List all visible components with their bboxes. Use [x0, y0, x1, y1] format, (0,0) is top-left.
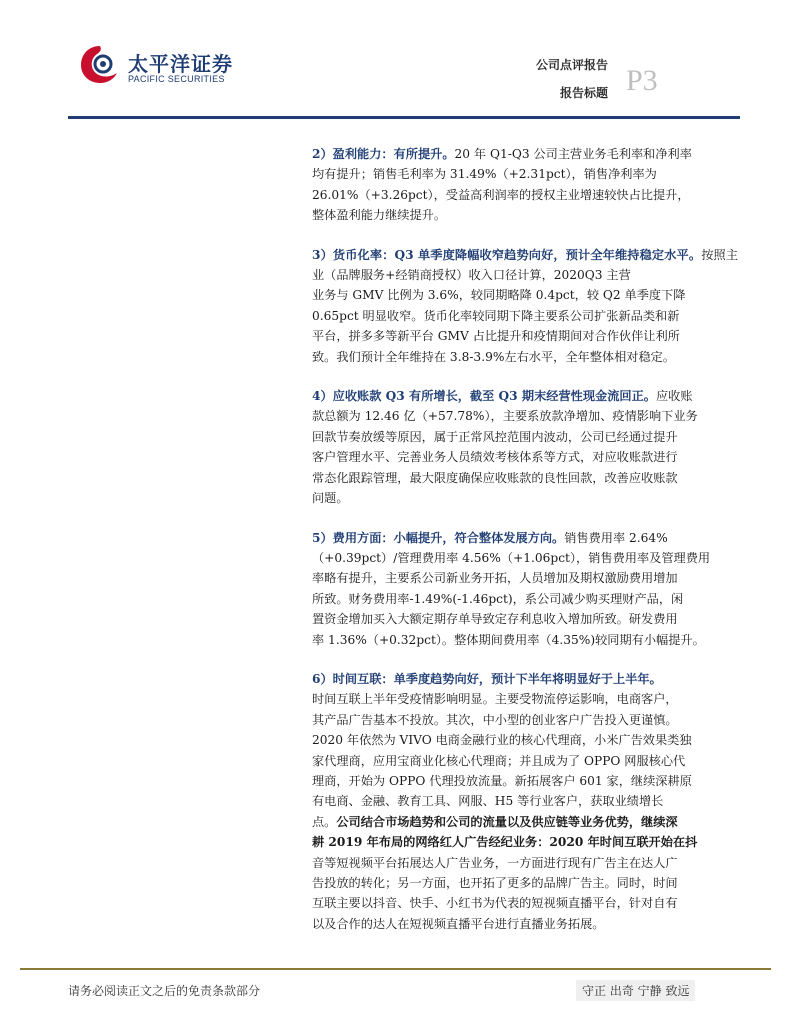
- report-body: [312, 144, 738, 953]
- logo-name-cn: 太平洋证券: [128, 52, 233, 76]
- section-text-line: 以及合作的达人在短视频直播平台进行直播业务拓展。: [312, 916, 605, 931]
- section-text-line: 回款节奏放缓等原因，属于正常风控范围内波动，公司已经通过提升: [312, 429, 678, 444]
- section-text-line: 致。我们预计全年维持在 3.8-3.9%左右水平，全年整体相对稳定。: [312, 349, 676, 364]
- section-text-line: 率 1.36%（+0.32pct）。整体期间费用率（4.35%)较同期有小幅提升。: [312, 632, 705, 647]
- section-text-line: 26.01%（+3.26pct），受益高利润率的授权主业增速较快占比提升，: [312, 187, 690, 202]
- section-text-line: 家代理商，应用宝商业化核心代理商；并且成为了 OPPO 网服核心代: [312, 753, 686, 768]
- footer-disclaimer: 请务必阅读正文之后的免责条款部分: [68, 984, 261, 998]
- section-text-emphasis: 耕 2019 年布局的网络红人广告经纪业务：2020 年时间互联开始在抖: [312, 835, 698, 850]
- section-receivables: [312, 386, 738, 508]
- section-text-line: 销售费用率 2.64%: [564, 530, 668, 545]
- page-number: P3: [626, 64, 658, 97]
- section-text-line: 平台，拼多多等新平台 GMV 占比提升和疫情期间对合作伙伴让利所: [312, 329, 680, 344]
- section-text-line: 互联主要以抖音、快手、小红书为代表的短视频直播平台，针对自有: [312, 896, 678, 911]
- section-text-line: 应收账: [655, 389, 693, 404]
- section-text-line: 点。: [312, 814, 337, 829]
- header-rule: [68, 116, 740, 119]
- section-heading: 4）应收账款 Q3 有所增长，截至 Q3 期末经营性现金流回正。: [312, 389, 656, 404]
- section-heading: 6）时间互联：单季度趋势向好，预计下半年将明显好于上半年。: [312, 671, 662, 686]
- footer-motto: 守正 出奇 宁静 致远: [576, 980, 695, 1001]
- section-expenses: [312, 528, 738, 650]
- pacific-securities-logo-icon: [78, 42, 122, 86]
- section-monetization: [312, 245, 738, 367]
- section-heading: 5）费用方面：小幅提升，符合整体发展方向。: [312, 530, 565, 545]
- section-heading: 2）盈利能力：有所提升。: [312, 147, 455, 161]
- section-text-line: 问题。: [312, 491, 349, 506]
- section-text-line: 率略有提升，主要系公司新业务开拓，人员增加及期权激励费用增加: [312, 571, 678, 586]
- section-text-line: 业务与 GMV 比例为 3.6%，较同期略降 0.4pct，较 Q2 单季度下降: [312, 288, 686, 303]
- section-text-line: 20 年 Q1-Q3 公司主营业务毛利率和净利率: [454, 147, 692, 161]
- section-text-line: 均有提升；销售毛利率为 31.49%（+2.31pct），销售净利率为: [312, 167, 657, 182]
- section-text-line: 0.65pct 明显收窄。货币化率较同期下降主要系公司扩张新品类和新: [312, 308, 680, 323]
- section-text-line: 款总额为 12.46 亿（+57.78%），主要系放款净增加、疫情影响下业务: [312, 409, 698, 424]
- logo-name-en: PACIFIC SECURITIES: [128, 74, 225, 84]
- section-text-line: 所致。财务费用率-1.49%(-1.46pct)，系公司减少购买理财产品，闲: [312, 591, 684, 606]
- section-text-line: 客户管理水平、完善业务人员绩效考核体系等方式，对应收账款进行: [312, 450, 678, 465]
- section-text-line: 告投放的转化；另一方面，也开拓了更多的品牌广告主。同时，时间: [312, 876, 678, 890]
- section-text-line: 置资金增加买入大额定期存单导致定存利息收入增加所致。研发费用: [312, 612, 678, 627]
- footer-rule: [20, 968, 771, 970]
- section-text-line: 理商，开始为 OPPO 代理投放流量。新拓展客户 601 家，继续深耕原: [312, 773, 692, 788]
- section-text-line: 其产品广告基本不投放。其次，中小型的创业客户广告投入更谨慎。: [312, 712, 678, 727]
- section-text-emphasis: 公司结合市场趋势和公司的流量以及供应链等业务优势，继续深: [336, 814, 678, 829]
- section-heading: 3）货币化率：Q3 单季度降幅收窄趋势向好，预计全年维持稳定水平。: [312, 247, 702, 262]
- section-text-line: 音等短视频平台拓展达人广告业务，一方面进行现有广告主在达人广: [312, 855, 678, 870]
- section-profitability: [312, 144, 738, 226]
- section-text-line: （+0.39pct）/管理费用率 4.56%（+1.06pct），销售费用率及管理费用: [312, 550, 711, 565]
- company-logo: [78, 42, 234, 92]
- report-type: 公司点评报告: [536, 58, 609, 72]
- section-text-line: 有电商、金融、教育工具、网服、H5 等行业客户，获取业绩增长: [312, 794, 664, 809]
- section-text-line: 时间互联上半年受疫情影响明显。主要受物流停运影响，电商客户，: [312, 692, 678, 707]
- section-text-line: 2020 年依然为 VIVO 电商金融行业的核心代理商，小米广告效果类独: [312, 733, 692, 748]
- section-text-line: 常态化跟踪管理，最大限度确保应收账款的良性回款，改善应收账款: [312, 470, 678, 485]
- report-title-label: 报告标题: [560, 86, 609, 100]
- section-time-interconnect: [312, 669, 738, 934]
- section-text-line: 整体盈利能力继续提升。: [312, 208, 447, 223]
- section-text-line: 按照主业（品牌服务+经销商授权）收入口径计算，2020Q3 主营: [312, 247, 739, 283]
